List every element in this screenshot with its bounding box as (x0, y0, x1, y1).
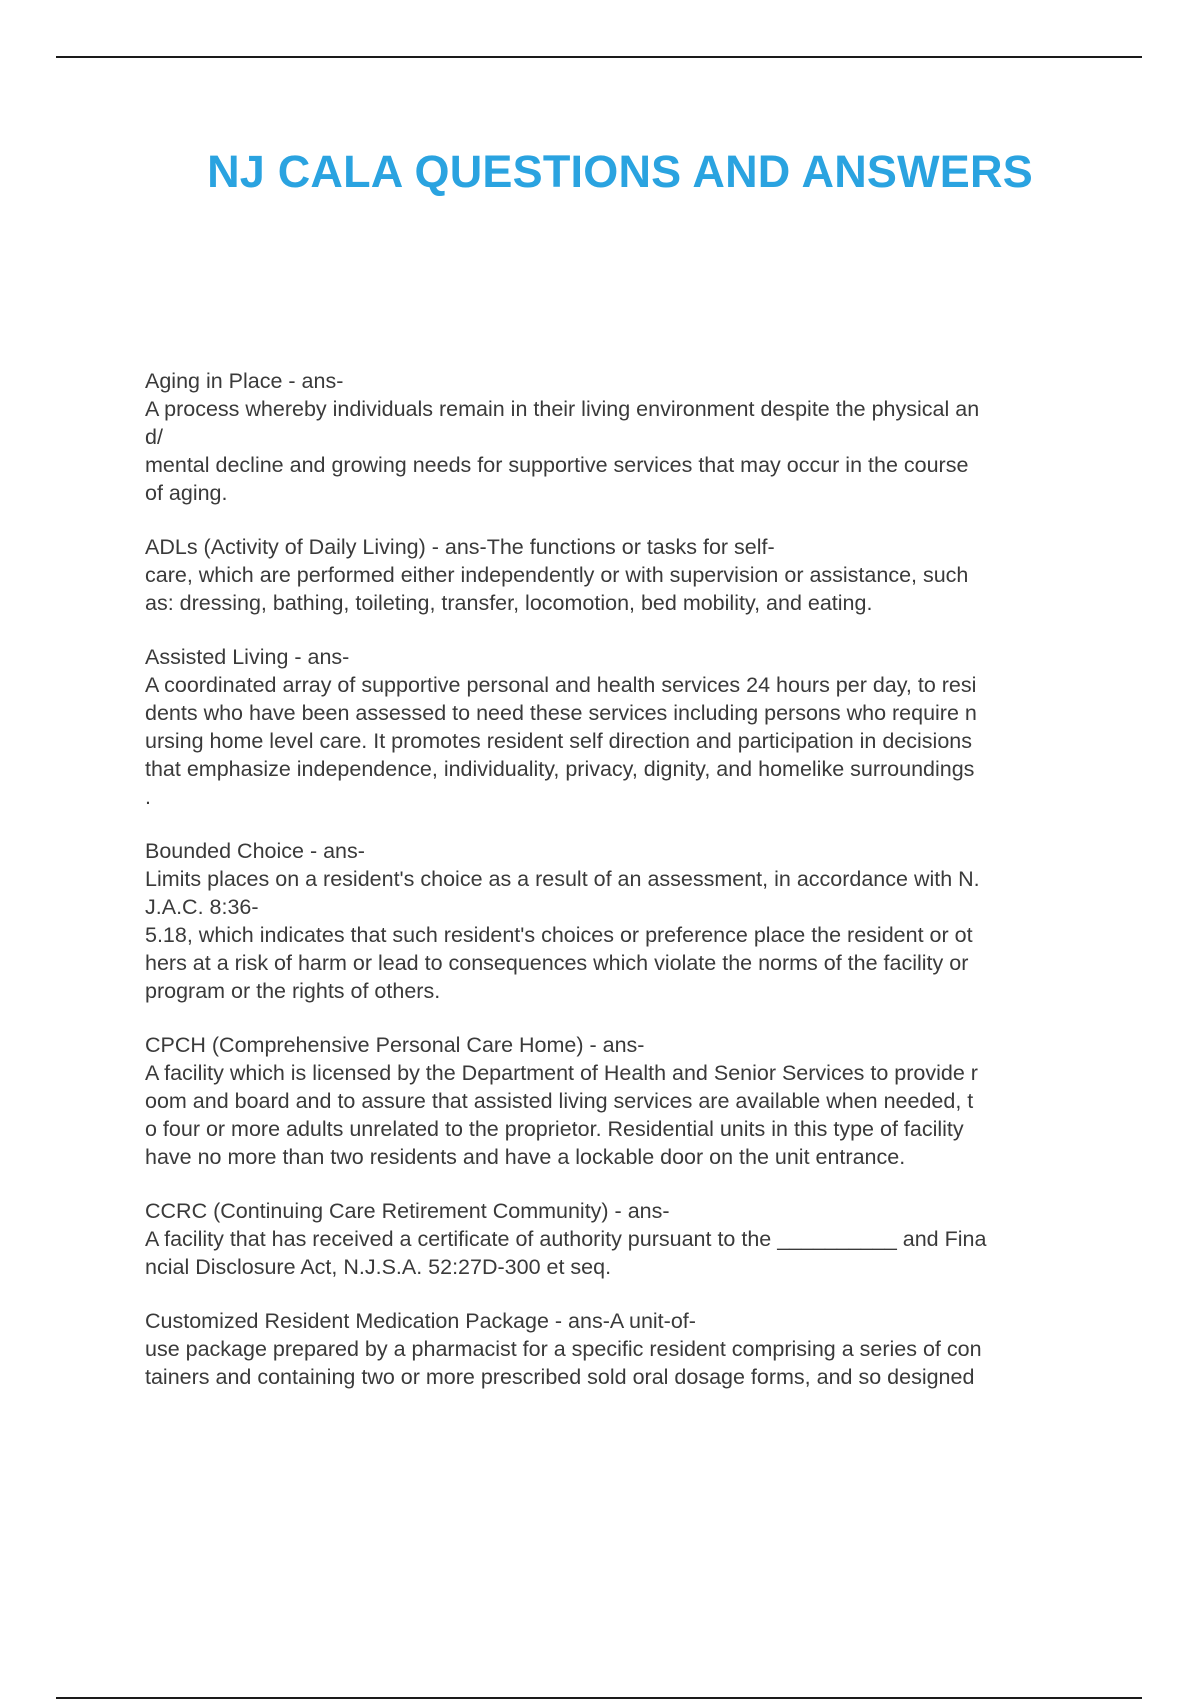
entry-line: d/ (145, 425, 163, 449)
entry-aging-in-place (145, 367, 1090, 507)
entry-line: J.A.C. 8:36- (145, 895, 259, 919)
entry-customized-medication-package (145, 1307, 1090, 1391)
entry-adls (145, 533, 1090, 617)
entry-line: ursing home level care. It promotes resident self direction and participation in decisions (145, 729, 972, 753)
entry-line: A process whereby individuals remain in their living environment despite the physical an (145, 397, 980, 421)
entry-line: use package prepared by a pharmacist for a specific resident comprising a series of con (145, 1337, 982, 1361)
entry-line: mental decline and growing needs for supportive services that may occur in the course (145, 453, 969, 477)
entry-line: Assisted Living - ans- (145, 645, 350, 669)
entry-line: Aging in Place - ans- (145, 369, 344, 393)
page-title: NJ CALA QUESTIONS AND ANSWERS (207, 146, 1033, 197)
entry-line: CCRC (Continuing Care Retirement Community) - ans- (145, 1199, 670, 1223)
entry-line: CPCH (Comprehensive Personal Care Home) - ans- (145, 1033, 645, 1057)
entry-line: of aging. (145, 481, 228, 505)
entry-bounded-choice (145, 837, 1090, 1005)
bottom-rule (56, 1697, 1142, 1699)
entry-line: 5.18, which indicates that such resident's choices or preference place the resident or ot (145, 923, 973, 947)
entry-line: o four or more adults unrelated to the proprietor. Residential units in this type of facility (145, 1117, 964, 1141)
entry-line: Customized Resident Medication Package - ans-A unit-of- (145, 1309, 696, 1333)
entry-line: Limits places on a resident's choice as a result of an assessment, in accordance with N. (145, 867, 980, 891)
entry-line: ADLs (Activity of Daily Living) - ans-The functions or tasks for self- (145, 535, 775, 559)
entry-line: have no more than two residents and have a lockable door on the unit entrance. (145, 1145, 906, 1169)
entry-line: as: dressing, bathing, toileting, transfer, locomotion, bed mobility, and eating. (145, 591, 873, 615)
entry-line: program or the rights of others. (145, 979, 441, 1003)
entry-line: care, which are performed either independently or with supervision or assistance, such (145, 563, 969, 587)
entry-line: oom and board and to assure that assisted living services are available when needed, t (145, 1089, 974, 1113)
document-body (145, 367, 1090, 1417)
entry-line: A coordinated array of supportive personal and health services 24 hours per day, to resi (145, 673, 977, 697)
entry-line: dents who have been assessed to need these services including persons who require n (145, 701, 977, 725)
entry-ccrc (145, 1197, 1090, 1281)
entry-line: A facility that has received a certificate of authority pursuant to the __________ and Fina (145, 1227, 987, 1251)
entry-line: A facility which is licensed by the Department of Health and Senior Services to provide r (145, 1061, 978, 1085)
entry-assisted-living (145, 643, 1090, 811)
top-rule (56, 56, 1142, 58)
entry-cpch (145, 1031, 1090, 1171)
entry-line: that emphasize independence, individuality, privacy, dignity, and homelike surroundings (145, 757, 975, 781)
entry-line: tainers and containing two or more prescribed sold oral dosage forms, and so designed (145, 1365, 975, 1389)
entry-line: Bounded Choice - ans- (145, 839, 365, 863)
entry-line: hers at a risk of harm or lead to consequences which violate the norms of the facility or (145, 951, 969, 975)
entry-line: ncial Disclosure Act, N.J.S.A. 52:27D-300 et seq. (145, 1255, 612, 1279)
entry-line: . (145, 785, 151, 809)
